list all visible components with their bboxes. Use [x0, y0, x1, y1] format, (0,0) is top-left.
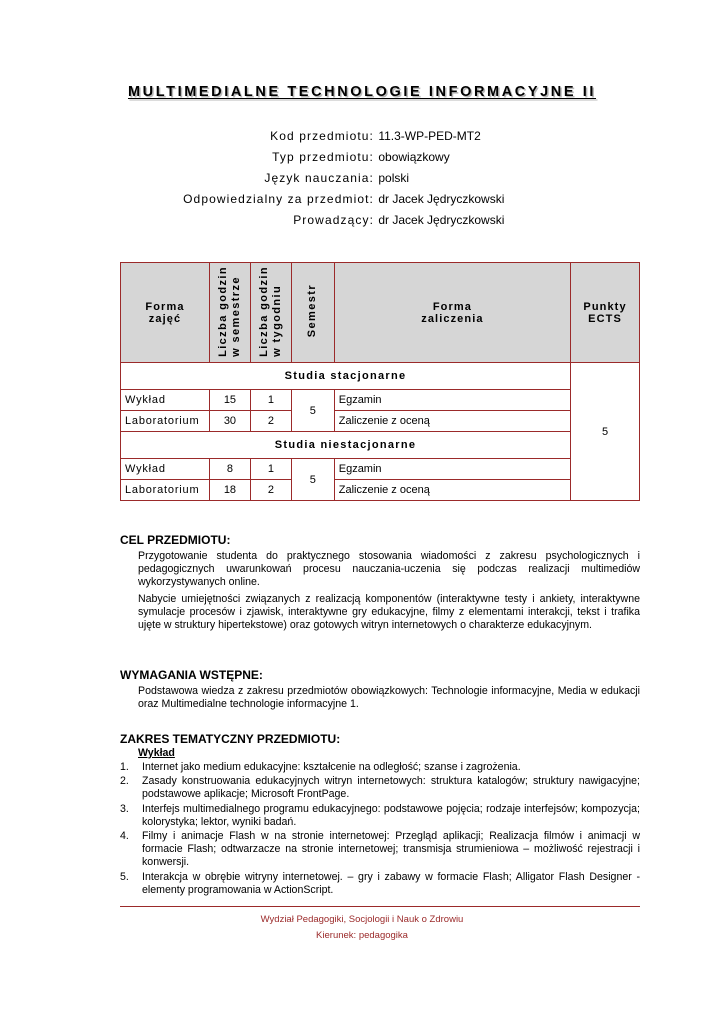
- cell-semestr: 5: [291, 390, 334, 432]
- topic-list: [120, 761, 640, 897]
- meta-row-code: [120, 126, 640, 147]
- meta-value: polski: [378, 171, 410, 185]
- cell-forma: Laboratorium: [121, 411, 210, 432]
- zakres-section: [120, 732, 640, 898]
- paragraph: Nabycie umiejętności związanych z realizacją komponentów (interaktywne testy i ankiety, interaktywne symulacje procesów i zjawisk, interaktywne gry edukacyjne, filmy z elementami interakcji, tekst i trafika ujęte w struktury hipertekstowe) oraz gotowych witryn internetowych o charakterze edukacyjnym.: [138, 592, 640, 632]
- cell-semestr: 5: [291, 459, 334, 501]
- cell-forma: Wykład: [121, 459, 210, 480]
- section-heading: ZAKRES TEMATYCZNY PRZEDMIOTU:: [120, 732, 341, 746]
- cell-godz-sem: 8: [209, 459, 250, 480]
- table-row: [121, 480, 640, 501]
- cell-zaliczenie: Zaliczenie z oceną: [334, 480, 570, 501]
- cell-zaliczenie: Egzamin: [334, 390, 570, 411]
- list-item: 5. Interakcja w obrębie witryny internetowej. – gry i zabawy w formacie Flash; Alligator Flash Designer - elementy programowania w ActionScript.: [120, 870, 640, 896]
- meta-value: dr Jacek Jędryczkowski: [378, 192, 505, 206]
- meta-value: 11.3-WP-PED-MT2: [378, 129, 481, 143]
- header-semestr: Semestr: [291, 263, 334, 363]
- ects-value: 5: [571, 363, 640, 501]
- meta-row-type: [120, 147, 640, 168]
- meta-value: dr Jacek Jędryczkowski: [378, 213, 505, 227]
- table-row: [121, 390, 640, 411]
- cel-section: [120, 533, 640, 632]
- footer-field: Kierunek: pedagogika: [316, 930, 408, 941]
- cell-godz-tyg: 2: [250, 480, 291, 501]
- meta-label: Język nauczania:: [264, 171, 374, 185]
- cell-zaliczenie: Zaliczenie z oceną: [334, 411, 570, 432]
- header-godziny-tydzien: Liczba godzin w tygodniu: [250, 263, 291, 363]
- cell-forma: Wykład: [121, 390, 210, 411]
- footer-faculty: Wydział Pedagogiki, Socjologii i Nauk o Zdrowiu: [260, 914, 464, 925]
- document-title: MULTIMEDIALNE TECHNOLOGIE INFORMACYJNE II: [127, 84, 597, 100]
- section-heading: WYMAGANIA WSTĘPNE:: [120, 668, 263, 682]
- meta-label: Kod przedmiotu:: [270, 129, 374, 143]
- cell-forma: Laboratorium: [121, 480, 210, 501]
- section-row-niestacjonarne: [121, 432, 640, 459]
- meta-label: Prowadzący:: [293, 213, 374, 227]
- list-item: 3. Interfejs multimedialnego programu edukacyjnego: podstawowe pojęcia; rodzaje interfejsów; kompozycja; kolorystyka; lektor, wyniki badań.: [120, 802, 640, 828]
- meta-row-lecturer: [120, 210, 640, 231]
- cell-zaliczenie: Egzamin: [334, 459, 570, 480]
- meta-label: Odpowiedzialny za przedmiot:: [183, 192, 374, 206]
- wymagania-section: [120, 668, 640, 711]
- header-forma-zaliczenia: Forma zaliczenia: [334, 263, 570, 363]
- footer-divider: [120, 906, 640, 907]
- cell-godz-sem: 18: [209, 480, 250, 501]
- course-meta: [120, 126, 640, 231]
- cell-godz-tyg: 2: [250, 411, 291, 432]
- section-title: Studia niestacjonarne: [121, 432, 571, 459]
- list-item: 1. Internet jako medium edukacyjne: kształcenie na odległość; szanse i zagrożenia.: [120, 761, 521, 773]
- table-header-row: [121, 263, 640, 363]
- section-row-stacjonarne: [121, 363, 640, 390]
- course-table: [120, 262, 640, 501]
- meta-value: obowiązkowy: [378, 150, 450, 164]
- list-item: 2. Zasady konstruowania edukacyjnych witryn internetowych: struktura katalogów; struktury nawigacyjne; podstawowe aplikacje; Microsoft FrontPage.: [120, 775, 640, 801]
- section-heading: CEL PRZEDMIOTU:: [120, 533, 231, 547]
- list-item: 4. Filmy i animacje Flash w na stronie internetowej: Przegląd aplikacji; Realizacja filmów i animacji w formacie Flash; odtwarzacze na stronie internetowej; transmisja strumieniowa – możliwość rejestracji i konwersji.: [120, 830, 640, 869]
- table-row: [121, 459, 640, 480]
- meta-label: Typ przedmiotu:: [272, 150, 374, 164]
- subheading: Wykład: [138, 747, 175, 759]
- header-forma-zajec: Forma zajęć: [121, 263, 210, 363]
- cell-godz-tyg: 1: [250, 390, 291, 411]
- meta-row-language: [120, 168, 640, 189]
- meta-row-responsible: [120, 189, 640, 210]
- section-title: Studia stacjonarne: [121, 363, 571, 390]
- paragraph: Przygotowanie studenta do praktycznego stosowania wiadomości z zakresu psychologicznych i pedagogicznych uwarunkowań procesu nauczania-uczenia się podczas realizacji multimediów wykorzystywanych online.: [138, 550, 640, 589]
- table-row: [121, 411, 640, 432]
- header-godziny-semestr: Liczba godzin w semestrze: [209, 263, 250, 363]
- header-ects: Punkty ECTS: [571, 263, 640, 363]
- paragraph: Podstawowa wiedza z zakresu przedmiotów obowiązkowych: Technologie informacyjne, Media w edukacji oraz Multimedialne technologie informacyjne 1.: [138, 685, 640, 711]
- cell-godz-sem: 30: [209, 411, 250, 432]
- cell-godz-tyg: 1: [250, 459, 291, 480]
- cell-godz-sem: 15: [209, 390, 250, 411]
